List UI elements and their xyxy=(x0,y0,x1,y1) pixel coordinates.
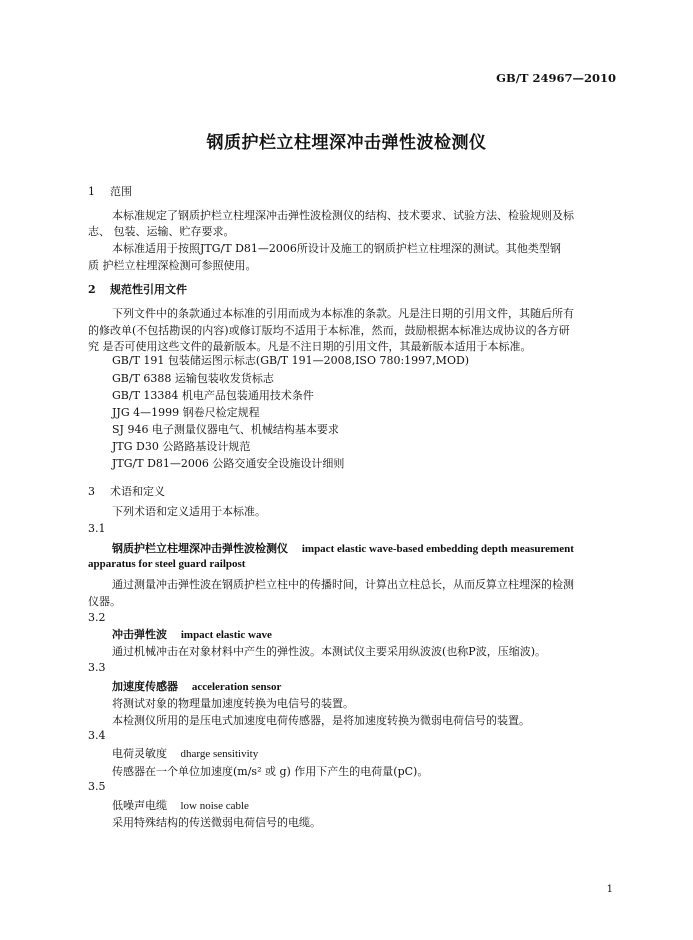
page-number: 1 xyxy=(606,884,613,895)
term-heading xyxy=(112,745,258,761)
reference-item: SJ 946 电子测量仪器电气、机械结构基本要求 xyxy=(112,423,339,436)
term-definition: 仪器。 xyxy=(88,595,121,608)
section-number: 3 xyxy=(88,485,95,498)
section-number: 2 xyxy=(88,283,96,296)
term-definition: 通过机械冲击在对象材料中产生的弹性波。本测试仪主要采用纵波波(也称P波，压缩波)。 xyxy=(112,645,546,658)
section-1-heading xyxy=(88,183,132,199)
paragraph-line: 本标准规定了钢质护栏立柱埋深冲击弹性波检测仪的结构、技术要求、试验方法、检验规则及标 xyxy=(112,209,574,222)
term-definition: 本检测仪所用的是压电式加速度电荷传感器，是将加速度转换为微弱电荷信号的装置。 xyxy=(112,714,530,727)
term-en: dharge sensitivity xyxy=(180,748,259,760)
paragraph-line: 下列术语和定义适用于本标准。 xyxy=(112,505,266,518)
term-definition: 传感器在一个单位加速度(m/s² 或 g) 作用下产生的电荷量(pC)。 xyxy=(112,765,429,778)
paragraph-line: 志、 包装、运输、贮存要求。 xyxy=(88,225,235,238)
paragraph-line: 本标准适用于按照JTG/T D81—2006所设计及施工的钢质护栏立柱埋深的测试。其他类型钢 xyxy=(112,242,561,255)
paragraph-line: 的修改单(不包括勘误的内容)或修订版均不适用于本标准，然而，鼓励根据本标准达成协议的各方研 xyxy=(88,324,570,337)
section-3-heading xyxy=(88,483,165,499)
term-number: 3.1 xyxy=(88,522,106,535)
reference-item: JTG/T D81—2006 公路交通安全设施设计细则 xyxy=(112,457,345,470)
term-heading xyxy=(112,797,249,813)
standard-code: GB/T 24967—2010 xyxy=(496,71,616,85)
reference-item: GB/T 6388 运输包装收发货标志 xyxy=(112,372,274,385)
reference-item: GB/T 191 包装储运图示标志(GB/T 191—2008,ISO 780:1997,MOD) xyxy=(112,354,470,367)
term-definition: 采用特殊结构的传送微弱电荷信号的电缆。 xyxy=(112,816,321,829)
term-en: impact elastic wave xyxy=(180,629,272,641)
term-en: impact elastic wave-based embedding depth measurement xyxy=(301,543,574,555)
term-heading xyxy=(112,540,574,556)
term-en: low noise cable xyxy=(180,800,249,812)
section-title: 术语和定义 xyxy=(110,485,165,498)
term-cn: 加速度传感器 xyxy=(112,680,178,693)
reference-item: JJG 4—1999 钢卷尺检定规程 xyxy=(112,406,260,419)
section-title: 规范性引用文件 xyxy=(110,283,187,296)
reference-item: GB/T 13384 机电产品包装通用技术条件 xyxy=(112,389,314,402)
term-definition: 将测试对象的物理量加速度转换为电信号的装置。 xyxy=(112,697,354,710)
document-title: 钢质护栏立柱埋深冲击弹性波检测仪 xyxy=(206,133,487,153)
term-cn: 冲击弹性波 xyxy=(112,628,167,641)
term-cn: 低噪声电缆 xyxy=(112,799,167,812)
term-heading xyxy=(112,678,281,694)
term-en-continued: apparatus for steel guard railpost xyxy=(88,558,246,570)
term-number: 3.3 xyxy=(88,661,106,674)
term-en: acceleration sensor xyxy=(191,681,282,693)
section-number: 1 xyxy=(88,185,95,198)
term-number: 3.5 xyxy=(88,780,106,793)
reference-item: JTG D30 公路路基设计规范 xyxy=(112,440,251,453)
term-number: 3.4 xyxy=(88,729,106,742)
term-cn: 电荷灵敏度 xyxy=(112,747,167,760)
term-cn: 钢质护栏立柱埋深冲击弹性波检测仪 xyxy=(112,542,288,555)
term-heading xyxy=(112,626,272,642)
term-definition: 通过测量冲击弹性波在钢质护栏立柱中的传播时间，计算出立柱总长，从而反算立柱埋深的检测 xyxy=(112,578,574,591)
paragraph-line: 质 护栏立柱埋深检测可参照使用。 xyxy=(88,259,257,272)
term-number: 3.2 xyxy=(88,611,106,624)
section-title: 范围 xyxy=(110,185,132,198)
paragraph-line: 究 是否可使用这些文件的最新版本。凡是不注日期的引用文件，其最新版本适用于本标准。 xyxy=(88,340,532,353)
section-2-heading xyxy=(88,281,187,297)
paragraph-line: 下列文件中的条款通过本标准的引用而成为本标准的条款。凡是注日期的引用文件，其随后所有 xyxy=(112,307,574,320)
